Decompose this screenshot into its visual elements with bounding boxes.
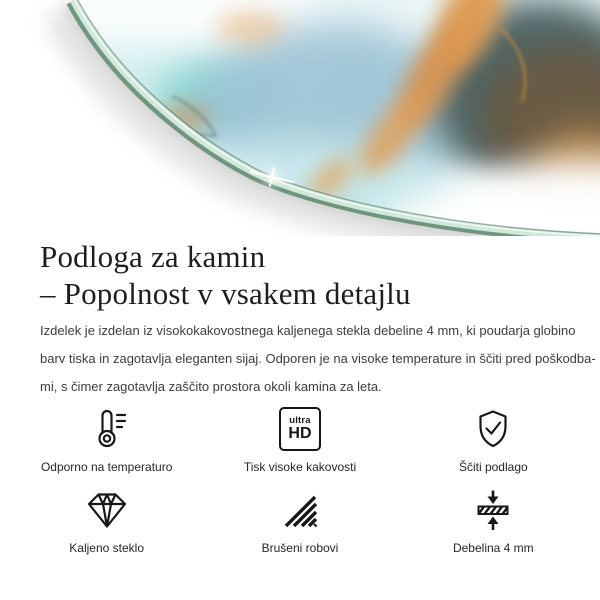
ultra-hd-icon-text-top: ultra <box>289 414 311 426</box>
description-line: barv tiska in zagotavlja eleganten sijaj. Odporen je na visoke temperature in ščiti pred poškodba- <box>40 351 596 366</box>
feature-label: Debelina 4 mm <box>452 541 534 555</box>
description-line: Izdelek je izdelan iz visokokakovostnega kaljenega stekla debeline 4 mm, ki poudarja globino <box>40 323 576 338</box>
title-line-1: Podloga za kamin <box>40 239 266 274</box>
brushed-edges-icon <box>278 488 322 532</box>
glass-panel-illustration <box>0 0 600 236</box>
feature-label: Odporno na temperaturo <box>40 460 173 474</box>
feature-grid <box>0 407 600 555</box>
feature-protection <box>397 407 590 474</box>
shield-check-icon <box>471 407 515 451</box>
feature-label: Brušeni robovi <box>261 541 339 555</box>
page-title <box>40 238 560 312</box>
ultra-hd-icon <box>279 407 321 451</box>
feature-brushed-edges <box>203 488 396 555</box>
title-line-2: – Popolnost v vsakem detajlu <box>40 276 411 311</box>
thickness-icon <box>471 488 515 532</box>
thermometer-icon <box>85 407 129 451</box>
ultra-hd-icon-text-bottom: HD <box>288 425 312 443</box>
product-description <box>40 317 596 401</box>
diamond-icon <box>84 488 130 532</box>
feature-tempered-glass <box>10 488 203 555</box>
feature-thickness <box>397 488 590 555</box>
feature-label: Ščiti podlago <box>458 460 528 474</box>
feature-label: Kaljeno steklo <box>69 541 145 555</box>
feature-label: Tisk visoke kakovosti <box>243 460 357 474</box>
product-info-section <box>0 238 600 401</box>
feature-temperature <box>10 407 203 474</box>
feature-print-quality <box>203 407 396 474</box>
description-line: mi, s čimer zagotavlja zaščito prostora okoli kamina za leta. <box>40 379 382 394</box>
product-image <box>0 0 600 236</box>
